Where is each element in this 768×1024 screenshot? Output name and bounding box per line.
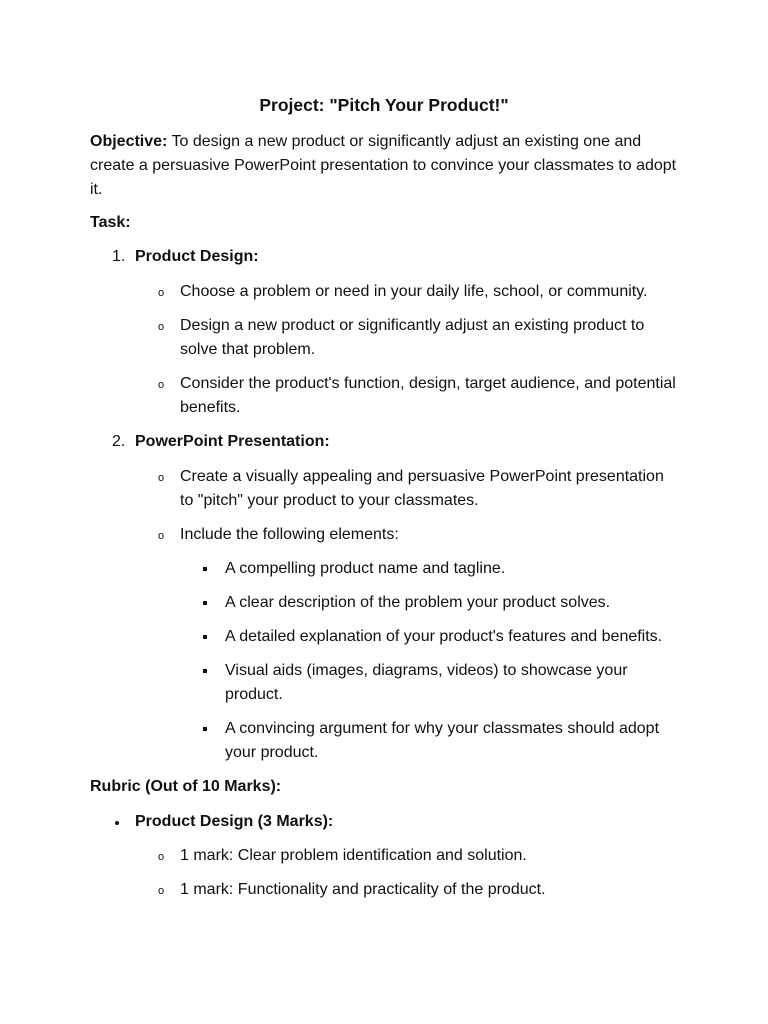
objective-text: To design a new product or significantly adjust an existing one and create a persuasive PowerPoint presentation to convince your classmates to adopt it. — [90, 133, 677, 198]
bullet-marker: o — [158, 851, 165, 863]
bullet-marker: o — [158, 379, 165, 391]
list-item: Include the following elements: — [180, 526, 399, 543]
rubric-section-title: Product Design (3 Marks): — [135, 813, 334, 830]
list-item: Design a new product or significantly adjust an existing product to solve that problem. — [180, 317, 645, 358]
square-bullet-icon — [203, 567, 207, 571]
square-bullet-icon — [203, 727, 207, 731]
list-item: A detailed explanation of your product's features and benefits. — [225, 628, 663, 645]
list-item: 1 mark: Clear problem identification and solution. — [180, 847, 527, 864]
list-item: Visual aids (images, diagrams, videos) to showcase your product. — [225, 662, 628, 703]
task-item-title: Product Design: — [135, 248, 259, 265]
bullet-marker: o — [158, 885, 165, 897]
bullet-marker: o — [158, 321, 165, 333]
bullet-dot-icon — [115, 821, 119, 825]
bullet-marker: o — [158, 472, 165, 484]
list-item: A compelling product name and tagline. — [225, 560, 506, 577]
square-bullet-icon — [203, 669, 207, 673]
task-item-number: 1. — [112, 248, 126, 265]
list-item: Consider the product's function, design, target audience, and potential benefits. — [180, 375, 676, 416]
objective-paragraph — [90, 130, 690, 202]
list-item: Choose a problem or need in your daily life, school, or community. — [180, 283, 648, 300]
bullet-marker: o — [158, 530, 165, 542]
bullet-marker: o — [158, 287, 165, 299]
task-heading: Task: — [90, 214, 131, 231]
list-item: A convincing argument for why your classmates should adopt your product. — [225, 720, 660, 761]
task-item-title: PowerPoint Presentation: — [135, 433, 330, 450]
square-bullet-icon — [203, 635, 207, 639]
list-item: 1 mark: Functionality and practicality of the product. — [180, 881, 546, 898]
rubric-heading: Rubric (Out of 10 Marks): — [90, 778, 282, 795]
task-item-number: 2. — [112, 433, 126, 450]
square-bullet-icon — [203, 601, 207, 605]
page-title: Project: "Pitch Your Product!" — [259, 95, 509, 115]
list-item: A clear description of the problem your product solves. — [225, 594, 611, 611]
objective-label: Objective: — [90, 133, 168, 150]
list-item: Create a visually appealing and persuasive PowerPoint presentation to "pitch" your product to your classmates. — [180, 468, 664, 509]
